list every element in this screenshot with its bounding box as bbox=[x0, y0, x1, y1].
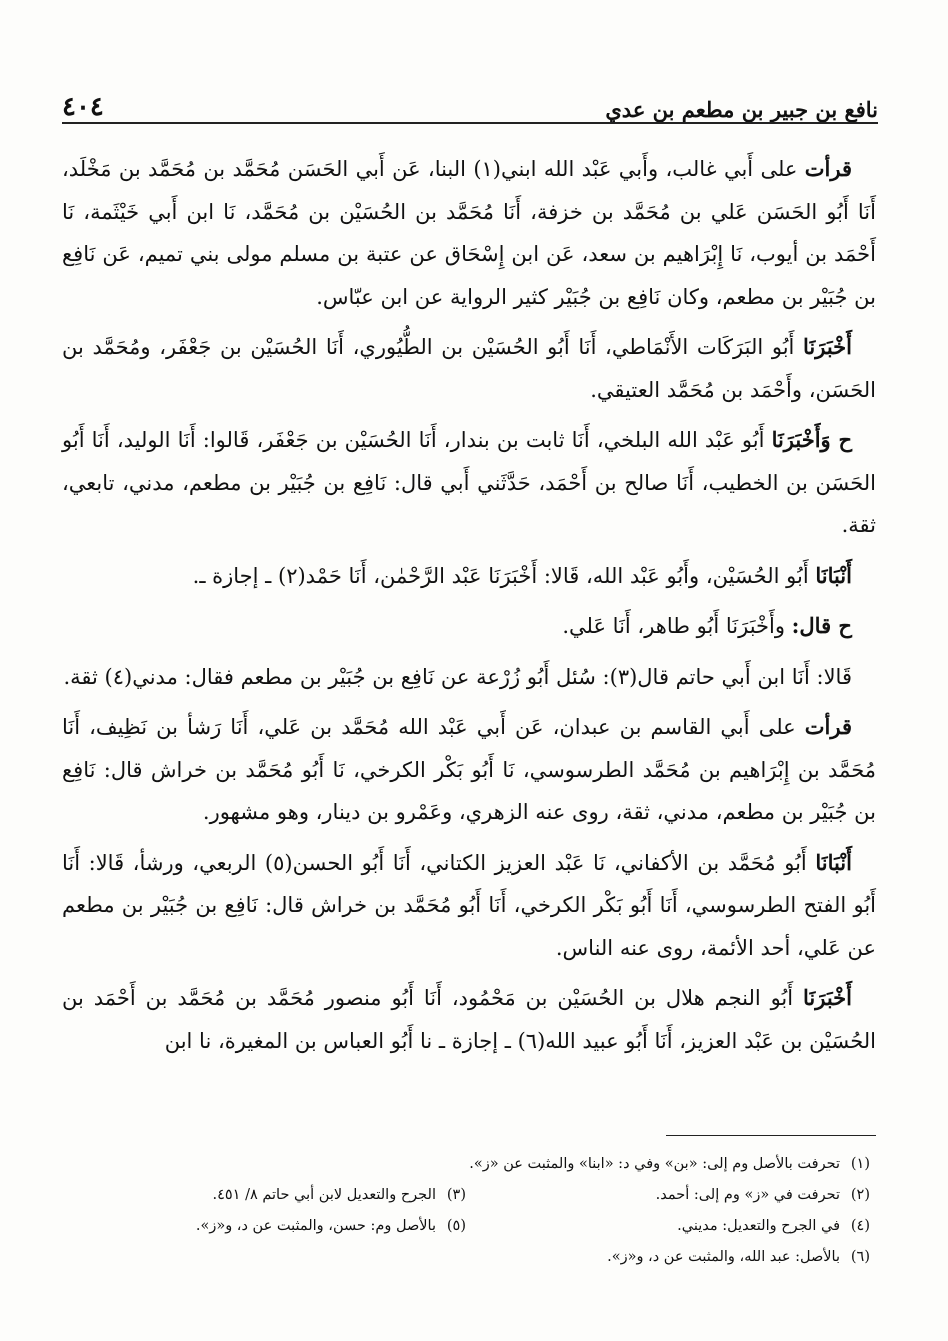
running-title: نافع بن جبير بن مطعم بن عدي bbox=[605, 97, 878, 122]
paragraph bbox=[62, 706, 876, 834]
paragraph bbox=[62, 656, 876, 699]
footnotes bbox=[62, 1148, 870, 1272]
paragraph-text: على أَبي غالب، وأَبي عَبْد الله ابني(١) البنا، عَن أَبي الحَسَن مُحَمَّد بن مُحَمَّد بن مَخْلَد، أَنَا أَبُو الحَسَن عَلي بن مُحَمَّد بن خزفة، أَنَا مُحَمَّد بن الحُسَيْن بن مُحَمَّد، نَا ابن أَبي خَيْثَمة، نَا أَحْمَد بن أيوب، نَا إِبْرَاهيم بن سعد، عَن ابن إِسْحَاق عن عتبة بن مسلم مولى بني تميم، عَن نَافِع بن جُبَيْر بن مطعم، وكان نَافِع بن جُبَيْر كثير الرواية عن ابن عبّاس. bbox=[62, 157, 876, 309]
paragraph-text: أَبُو البَرَكَات الأَنْمَاطي، أَنَا أَبُو الحُسَيْن بن الطُّيُوري، أَنَا الحُسَيْن بن جَعْفَر، ومُحَمَّد بن الحَسَن، وأَحْمَد بن مُحَمَّد العتيقي. bbox=[62, 335, 876, 402]
paragraph bbox=[62, 605, 876, 648]
footnote-rule bbox=[666, 1135, 876, 1136]
paragraph-text: أَبُو النجم هلال بن الحُسَيْن بن مَحْمُود، أَنَا أَبُو منصور مُحَمَّد بن مُحَمَّد بن أَحْمَد بن الحُسَيْن بن عَبْد العزيز، أَنَا أَبُو عبيد الله(٦) ـ إجازة ـ نا أَبُو العباس بن المغيرة، نا ابن bbox=[62, 986, 876, 1053]
footnote bbox=[466, 1218, 870, 1234]
paragraph-lead: أَخْبَرَنَا bbox=[803, 985, 852, 1010]
footnote-number: (١) bbox=[850, 1155, 870, 1172]
footnote bbox=[62, 1187, 466, 1203]
page-number: ٤٠٤ bbox=[62, 92, 104, 122]
paragraph bbox=[62, 148, 876, 318]
paragraph-lead: قرأت bbox=[804, 156, 852, 181]
main-text bbox=[62, 148, 876, 1070]
footnote bbox=[62, 1218, 466, 1234]
paragraph-text: وأَخْبَرَنَا أَبُو طاهر، أَنَا عَلي. bbox=[562, 614, 792, 638]
page-header bbox=[62, 80, 878, 122]
footnote-text: الجرح والتعديل لابن أبي حاتم ٨/ ٤٥١. bbox=[212, 1186, 436, 1203]
footnote bbox=[607, 1249, 870, 1265]
footnote bbox=[469, 1156, 870, 1172]
paragraph-lead: ح وَأَخْبَرَنَا bbox=[771, 427, 852, 452]
footnote-text: تحرفت بالأصل وم إلى: «بن» وفي د: «ابنا» والمثبت عن «ز». bbox=[469, 1155, 840, 1172]
paragraph-lead: أَنْبَانَا bbox=[815, 849, 852, 875]
paragraph bbox=[62, 326, 876, 411]
paragraph-lead: أَخْبَرَنَا bbox=[803, 334, 852, 359]
paragraph bbox=[62, 977, 876, 1062]
footnote-number: (٥) bbox=[446, 1217, 466, 1234]
footnote-text: تحرفت في «ز» وم إلى: أحمد. bbox=[655, 1186, 840, 1203]
paragraph bbox=[62, 842, 876, 970]
paragraph-text: قَالا: أَنَا ابن أَبي حاتم قال(٣): سُئل أَبُو زُرْعة عن نَافِع بن جُبَيْر بن مطعم فقال: مدني(٤) ثقة. bbox=[63, 664, 852, 689]
footnote-text: في الجرح والتعديل: مديني. bbox=[677, 1217, 840, 1234]
paragraph-text: أَبُو الحُسَيْن، وأَبُو عَبْد الله، قَالا: أَخْبَرَنَا عَبْد الرَّحْمٰن، أَنَا حَمْد(٢) ـ إجازة ـ. bbox=[192, 563, 816, 588]
paragraph-text: أَبُو عَبْد الله البلخي، أَنَا ثابت بن بندار، أَنَا الحُسَيْن بن جَعْفَر، قَالوا: أَنَا الوليد، أَنَا أَبُو الحَسَن بن الخطيب، أَنَا صالح بن أَحْمَد، حَدَّثَني أَبي قال: نَافِع بن جُبَيْر بن مطعم، مدني، تابعي، ثقة. bbox=[62, 428, 876, 537]
paragraph-text: على أَبي القاسم بن عبدان، عَن أَبي عَبْد الله مُحَمَّد بن عَلي، أَنَا رَشأ بن نَظِيف، أَنَا مُحَمَّد بن إِبْرَاهيم بن مُحَمَّد الطرسوسي، نَا أَبُو بَكْر الكرخي، نَا أَبُو مُحَمَّد بن خراش قال: نَافِع بن جُبَيْر بن مطعم، مدني، ثقة، روى عنه الزهري، وعَمْرو بن دينار، وهو مشهور. bbox=[62, 715, 876, 824]
footnote-text: بالأصل وم: حسن، والمثبت عن د، و«ز». bbox=[195, 1217, 436, 1234]
footnote bbox=[466, 1187, 870, 1203]
footnote-number: (٢) bbox=[850, 1186, 870, 1203]
paragraph bbox=[62, 555, 876, 598]
footnote-number: (٣) bbox=[446, 1186, 466, 1203]
paragraph bbox=[62, 419, 876, 547]
paragraph-lead: قرأت bbox=[804, 714, 852, 739]
footnote-text: بالأصل: عبد الله، والمثبت عن د، و«ز». bbox=[607, 1248, 840, 1265]
footnote-number: (٦) bbox=[850, 1248, 870, 1265]
paragraph-lead: ح قال: bbox=[791, 613, 852, 638]
header-rule bbox=[62, 122, 878, 124]
paragraph-text: أَبُو مُحَمَّد بن الأكفاني، نَا عَبْد العزيز الكتاني، أَنَا أَبُو الحسن(٥) الربعي، ورشأ، قَالا: أَنَا أَبُو الفتح الطرسوسي، أَنَا أَبُو بَكْر الكرخي، أَنَا أَبُو مُحَمَّد بن خراش قال: نَافِع بن جُبَيْر بن مطعم عن عَلي، أحد الأئمة، روى عنه الناس. bbox=[62, 850, 876, 960]
footnote-number: (٤) bbox=[850, 1217, 870, 1234]
paragraph-lead: أَنْبَانَا bbox=[815, 562, 852, 588]
